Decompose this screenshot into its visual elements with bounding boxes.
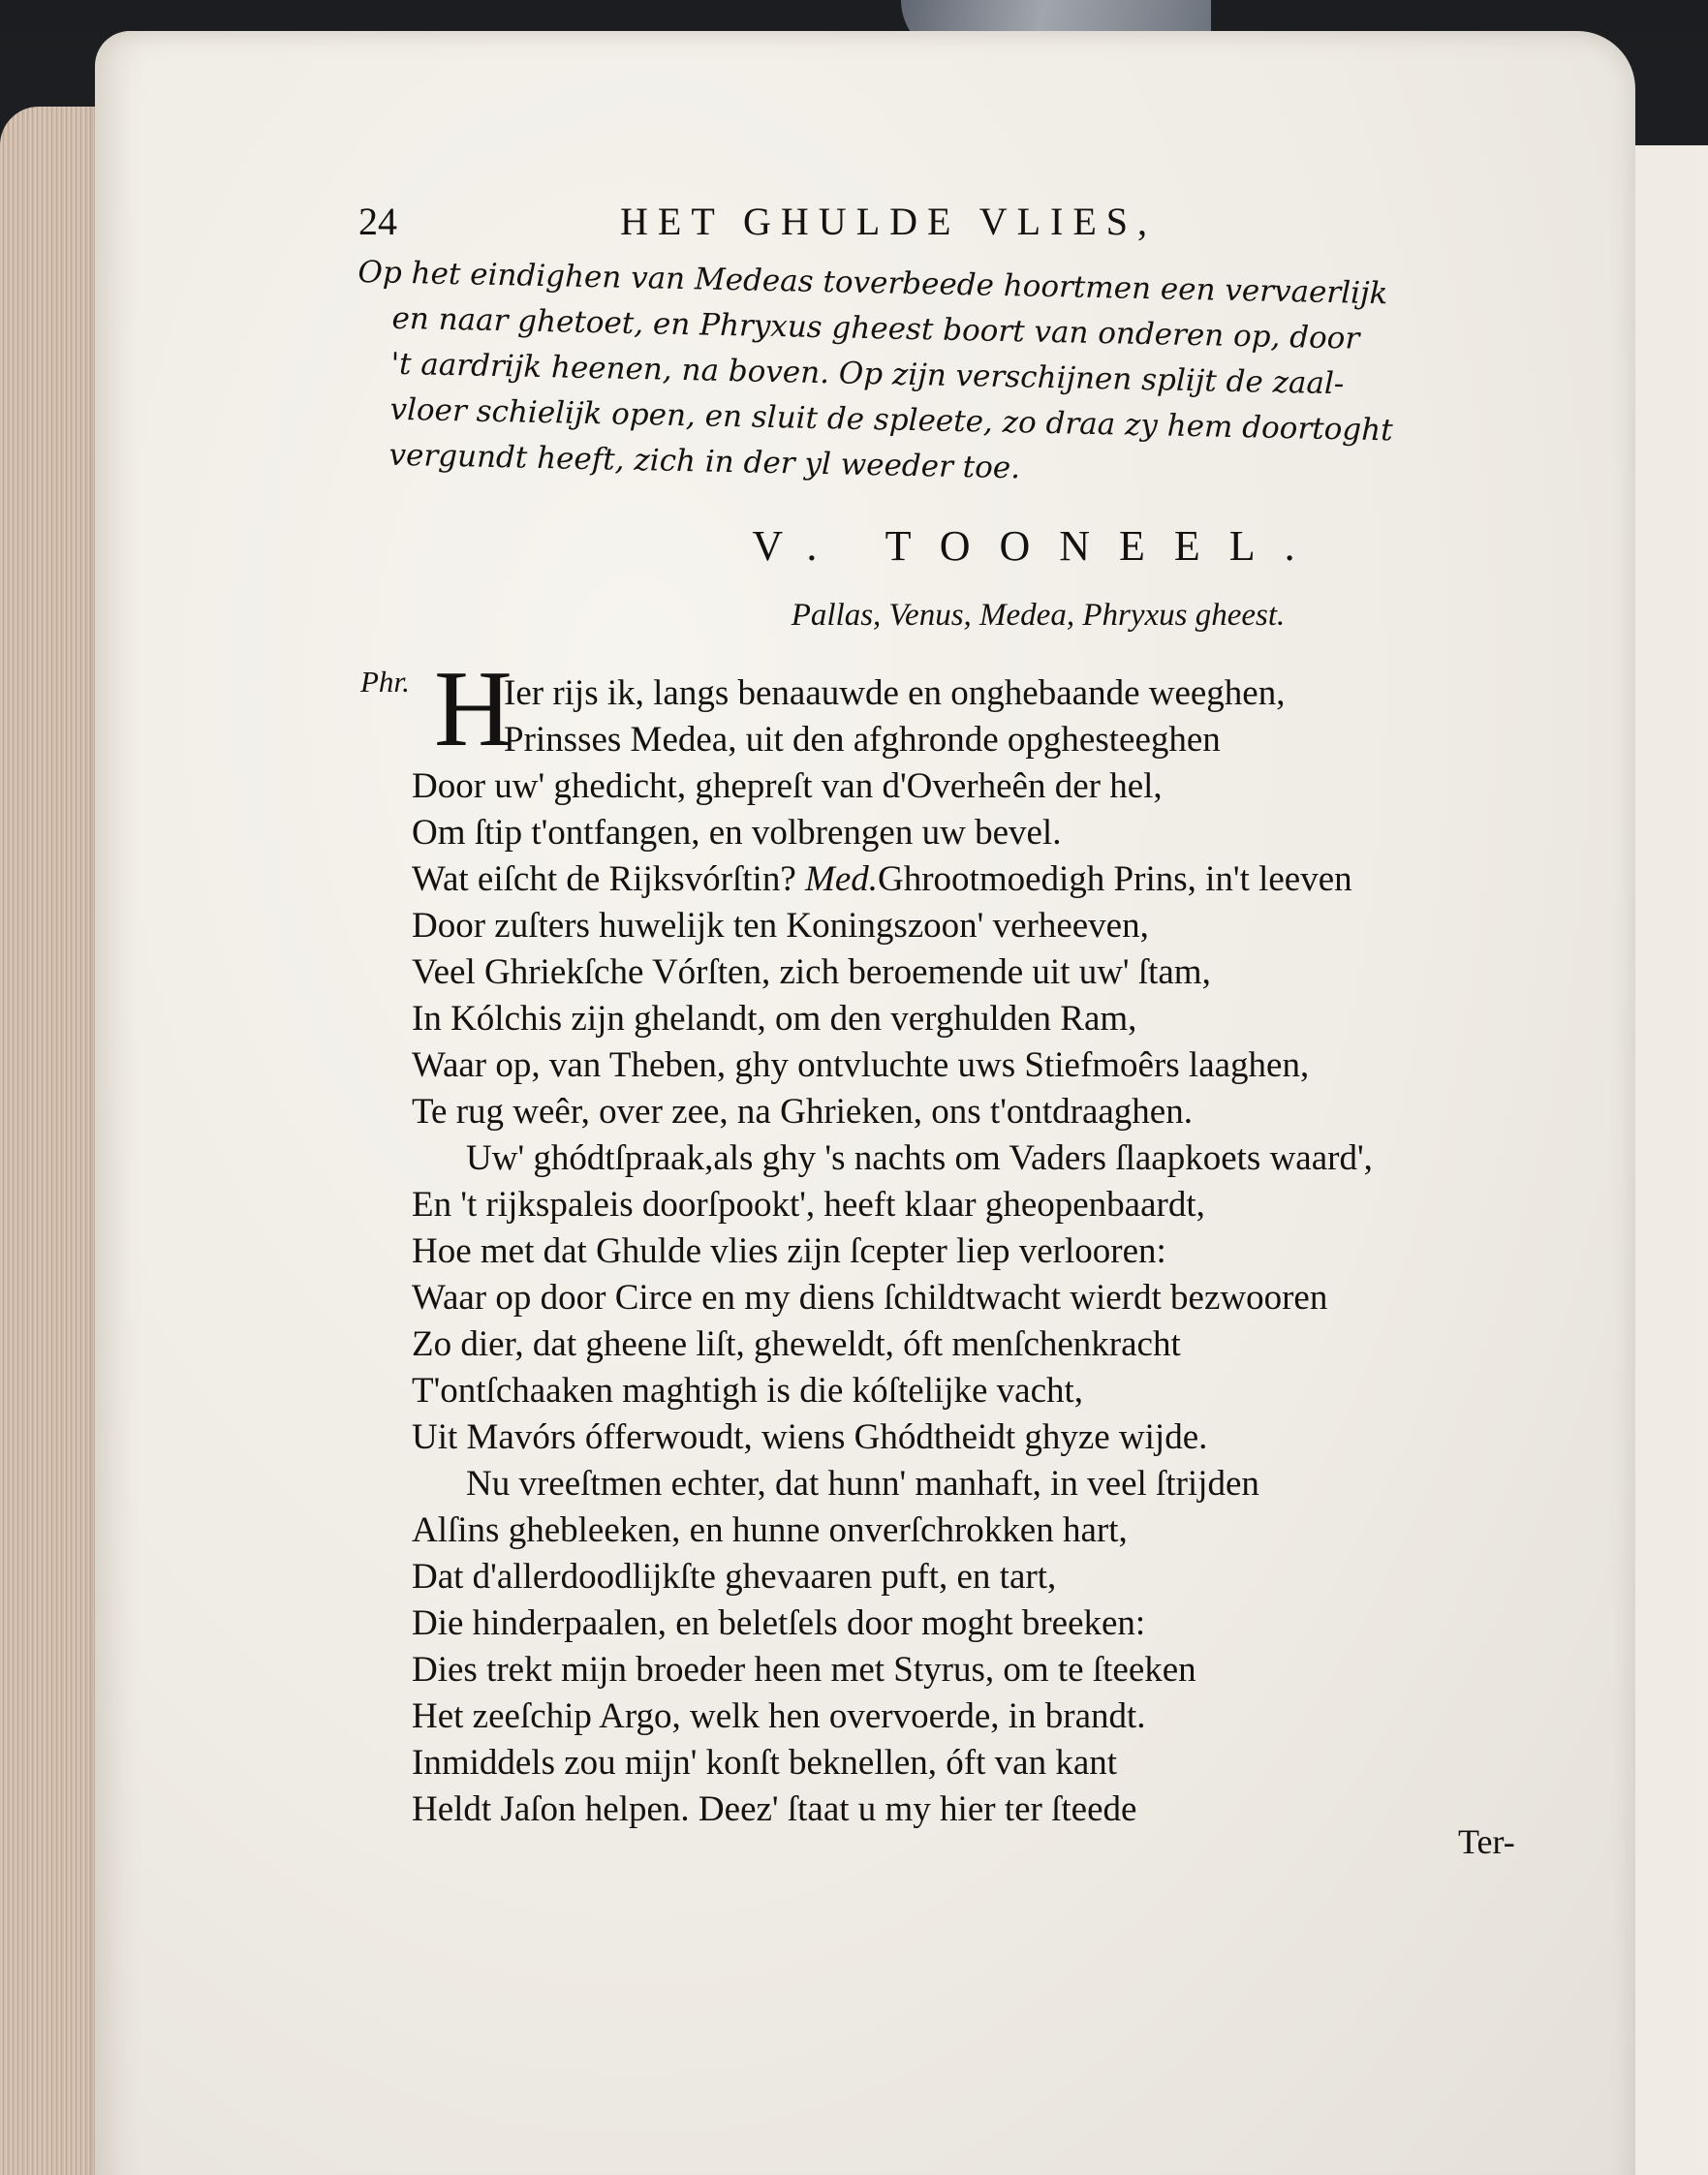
stage-direction [354, 250, 1453, 501]
verse-line: Om ſtip t'ontfangen, en volbrengen uw bevel. [412, 813, 1062, 853]
verse-line: Door zuſters huwelijk ten Koningszoon' verheeven, [412, 906, 1149, 946]
running-title: HET GHULDE VLIES, [620, 200, 1158, 243]
speaker-label: Phr. [360, 665, 410, 699]
verse-line: Die hinderpaalen, en beletſels door moght breeken: [412, 1603, 1146, 1643]
verse-line: Inmiddels zou mijn' konſt beknellen, óft van kant [412, 1743, 1118, 1783]
verse-line: Zo dier, dat gheene liſt, gheweldt, óft menſchenkracht [412, 1324, 1181, 1364]
verse-line: Te rug weêr, over zee, na Ghrieken, ons t'ontdraaghen. [412, 1092, 1193, 1132]
stage-direction-line: vergundt heeft, zich in der yl weeder toe. [388, 437, 1021, 486]
verse-line: Alſins ghebleeken, en hunne onverſchrokken hart, [412, 1510, 1128, 1550]
stage-direction-line: vloer schielijk open, en sluit de spleete, zo draa zy hem doortoght [389, 391, 1393, 449]
verse-line: Nu vreeſtmen echter, dat hunn' manhaft, in veel ſtrijden [466, 1464, 1259, 1504]
verse-line: Uit Mavórs ófferwoudt, wiens Ghódtheidt ghyze wijde. [412, 1417, 1208, 1457]
verse-line: Uw' ghódtſpraak,als ghy 's nachts om Vaders ſlaapkoets waard', [466, 1138, 1373, 1178]
verse-line-part: Wat eiſcht de Rijksvórſtin? [412, 859, 805, 899]
verse-line: Dies trekt mijn broeder heen met Styrus, om te ſteeken [412, 1650, 1196, 1690]
verse-line: T'ontſchaaken maghtigh is die kóſtelijke vacht, [412, 1371, 1084, 1411]
catchword: Ter- [1458, 1822, 1515, 1861]
cast-list: Pallas, Venus, Medea, Phryxus gheest. [791, 598, 1286, 633]
inline-speaker-label: Med. [805, 859, 878, 899]
verse-line: Dat d'allerdoodlijkſte ghevaaren puft, en tart, [412, 1557, 1057, 1597]
verse-line: Door uw' ghedicht, ghepreſt van d'Overheên der hel, [412, 766, 1163, 806]
verse-line: Het zeeſchip Argo, welk hen overvoerde, in brandt. [412, 1696, 1146, 1736]
verse-line: Waar op door Circe en my diens ſchildtwacht wierdt bezwooren [412, 1278, 1328, 1318]
verse-line: En 't rijkspaleis doorſpookt', heeft klaar gheopenbaardt, [412, 1185, 1205, 1225]
verse-line [412, 856, 1526, 903]
stage-direction-line: en naar ghetoet, en Phryxus gheest boort van onderen op, door [391, 300, 1360, 357]
verse-line: Hoe met dat Ghulde vlies zijn ſcepter liep verlooren: [412, 1231, 1166, 1271]
verse-line: Veel Ghriekſche Vórſten, zich beroemende uit uw' ſtam, [412, 952, 1211, 992]
verse-line: Waar op, van Theben, ghy ontvluchte uws Stiefmoêrs laaghen, [412, 1045, 1310, 1085]
stage-direction-line: Op het eindighen van Medeas toverbeede hoortmen een vervaerlijk [357, 254, 1388, 312]
running-head [358, 199, 1269, 257]
verse-line-part: Ghrootmoedigh Prins, in't leeven [878, 859, 1352, 899]
verse-line: Ier rijs ik, langs benaauwde en onghebaande weeghen, [504, 673, 1286, 713]
drop-capital: H [434, 649, 512, 769]
verse-block [412, 670, 1526, 1833]
verse-line: Prinsses Medea, uit den afghronde opghesteeghen [504, 720, 1221, 760]
verse-line: Heldt Jaſon helpen. Deez' ſtaat u my hier ter ſteede [412, 1789, 1137, 1829]
scene-heading: V. TOONEEL. [752, 522, 1324, 570]
page-number: 24 [358, 200, 397, 243]
stage-direction-line: 't aardrijk heenen, na boven. Op zijn verschijnen splijt de zaal- [390, 346, 1345, 402]
verse-line: In Kólchis zijn ghelandt, om den verghulden Ram, [412, 999, 1137, 1039]
book-page-edges [0, 107, 107, 2175]
